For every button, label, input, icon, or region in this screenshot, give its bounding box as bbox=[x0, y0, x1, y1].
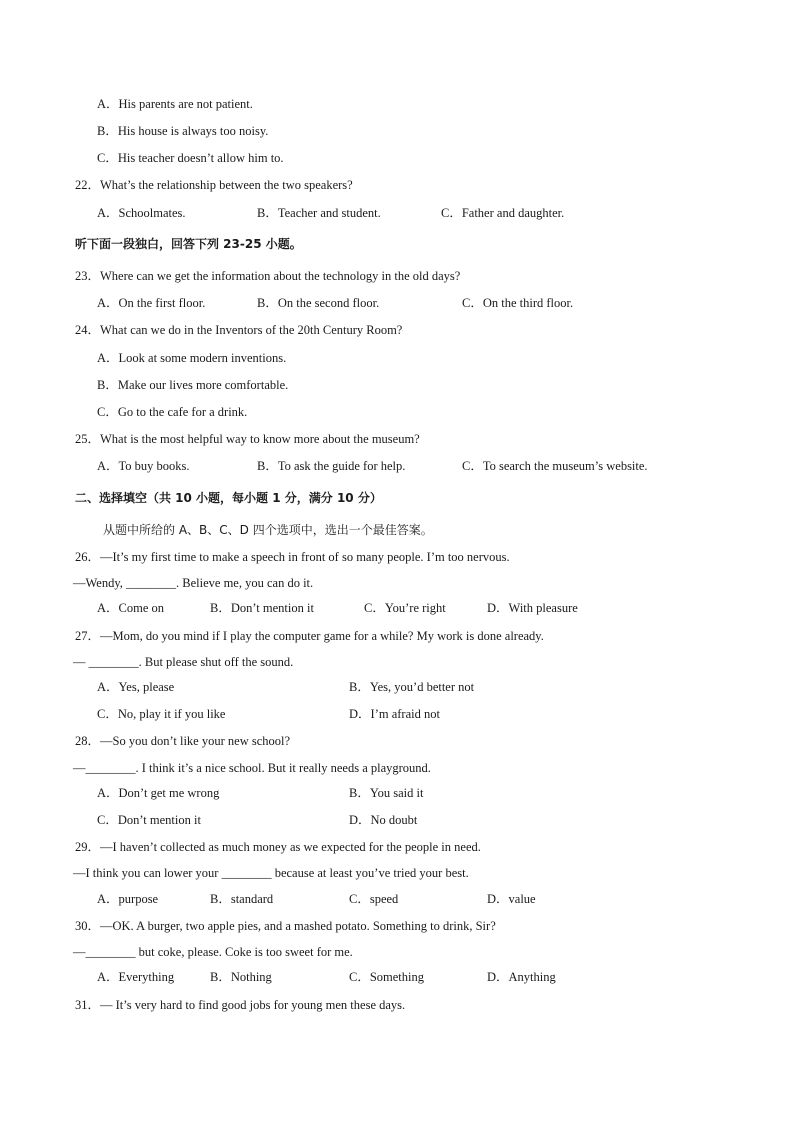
q26-option-c: C．You’re right bbox=[364, 601, 446, 615]
q23-option-a: A．On the first floor. bbox=[97, 296, 206, 310]
q28-reply: —________. I think it’s a nice school. But it really needs a playground. bbox=[73, 761, 431, 775]
q26-option-d: D．With pleasure bbox=[487, 601, 578, 615]
q21-option-b: B．His house is always too noisy. bbox=[97, 124, 269, 138]
q21-option-a: A．His parents are not patient. bbox=[97, 97, 253, 111]
section-two-title: 二、选择填空（共 10 小题，每小题 1 分，满分 10 分） bbox=[75, 491, 382, 505]
q28-option-b: B．You said it bbox=[349, 786, 424, 800]
q30-option-b: B．Nothing bbox=[210, 970, 272, 984]
q27-option-b: B．Yes, you’d better not bbox=[349, 680, 475, 694]
q22-question: 22．What’s the relationship between the two speakers? bbox=[75, 178, 353, 192]
q30-option-d: D．Anything bbox=[487, 970, 556, 984]
q21-option-c: C．His teacher doesn’t allow him to. bbox=[97, 151, 284, 165]
q30-option-a: A．Everything bbox=[97, 970, 175, 984]
q27-option-d: D．I’m afraid not bbox=[349, 707, 440, 721]
q26-reply: —Wendy, ________. Believe me, you can do it. bbox=[73, 576, 314, 590]
q27-reply: — ________. But please shut off the sound. bbox=[73, 655, 294, 669]
q28-option-c: C．Don’t mention it bbox=[97, 813, 201, 827]
q23-question: 23．Where can we get the information about the technology in the old days? bbox=[75, 269, 461, 283]
q25-option-b: B．To ask the guide for help. bbox=[257, 459, 406, 473]
q24-question: 24．What can we do in the Inventors of the 20th Century Room? bbox=[75, 323, 403, 337]
q31-question: 31．— It’s very hard to find good jobs for young men these days. bbox=[75, 998, 406, 1012]
q29-option-d: D．value bbox=[487, 892, 536, 906]
q25-option-c: C．To search the museum’s website. bbox=[462, 459, 648, 473]
q26-option-a: A．Come on bbox=[97, 601, 165, 615]
q25-question: 25．What is the most helpful way to know more about the museum? bbox=[75, 432, 420, 446]
q29-option-b: B．standard bbox=[210, 892, 274, 906]
q24-option-c: C．Go to the cafe for a drink. bbox=[97, 405, 248, 419]
q29-option-a: A．purpose bbox=[97, 892, 159, 906]
q27-question: 27．—Mom, do you mind if I play the computer game for a while? My work is done already. bbox=[75, 629, 544, 643]
q22-option-b: B．Teacher and student. bbox=[257, 206, 381, 220]
q24-option-b: B．Make our lives more comfortable. bbox=[97, 378, 289, 392]
q25-option-a: A．To buy books. bbox=[97, 459, 190, 473]
q23-option-c: C．On the third floor. bbox=[462, 296, 574, 310]
q22-option-c: C．Father and daughter. bbox=[441, 206, 565, 220]
q22-option-a: A．Schoolmates. bbox=[97, 206, 186, 220]
q28-option-d: D．No doubt bbox=[349, 813, 418, 827]
q29-question: 29．—I haven’t collected as much money as we expected for the people in need. bbox=[75, 840, 481, 854]
q26-option-b: B．Don’t mention it bbox=[210, 601, 314, 615]
q24-option-a: A．Look at some modern inventions. bbox=[97, 351, 287, 365]
section-heading-monologue: 听下面一段独白，回答下列 23-25 小题。 bbox=[75, 237, 302, 251]
q30-reply: —________ but coke, please. Coke is too sweet for me. bbox=[73, 945, 353, 959]
q30-question: 30．—OK. A burger, two apple pies, and a mashed potato. Something to drink, Sir? bbox=[75, 919, 496, 933]
q29-reply: —I think you can lower your ________ because at least you’ve tried your best. bbox=[73, 866, 469, 880]
q30-option-c: C．Something bbox=[349, 970, 425, 984]
q23-option-b: B．On the second floor. bbox=[257, 296, 380, 310]
section-two-instruction: 从题中所给的 A、B、C、D 四个选项中，选出一个最佳答案。 bbox=[103, 523, 433, 537]
q29-option-c: C．speed bbox=[349, 892, 399, 906]
q27-option-a: A．Yes, please bbox=[97, 680, 175, 694]
q27-option-c: C．No, play it if you like bbox=[97, 707, 226, 721]
q28-question: 28．—So you don’t like your new school? bbox=[75, 734, 291, 748]
q26-question: 26．—It’s my first time to make a speech in front of so many people. I’m too nervous. bbox=[75, 550, 510, 564]
q28-option-a: A．Don’t get me wrong bbox=[97, 786, 220, 800]
